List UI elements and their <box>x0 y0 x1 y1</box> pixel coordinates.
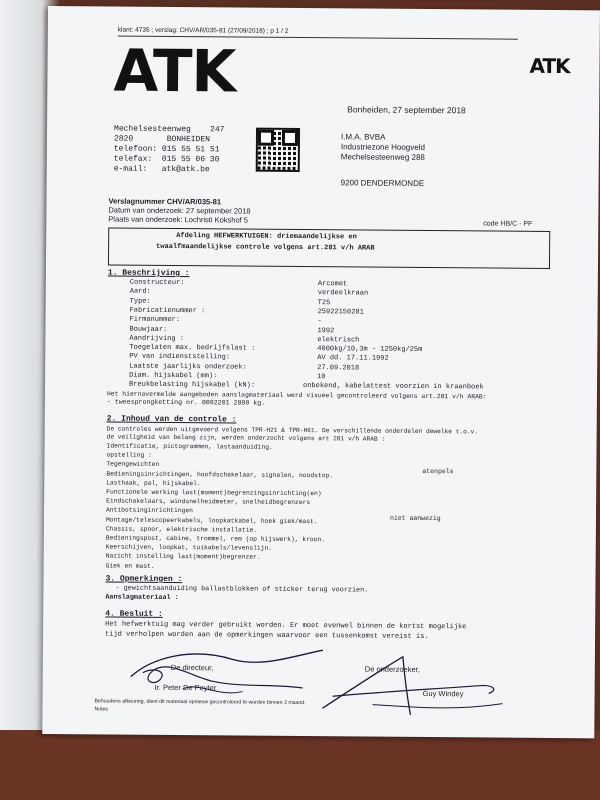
control-item: Nazicht instelling last(moment)begrenzer. <box>105 552 261 562</box>
background-table <box>0 730 600 800</box>
description-label: Aard: <box>129 287 151 297</box>
conclusion-line1: Het hefwerktuig mag verder gebruikt worden. Er moet evenwel binnen de kortst mogelijke <box>105 620 467 632</box>
description-label: Constructeur: <box>129 278 185 288</box>
control-item: Tegengewichten <box>106 460 160 469</box>
control-item: Identificatie, pictogrammen, lastaanduiding. <box>106 442 273 451</box>
director-label: De directeur, <box>170 662 214 673</box>
control-item: Bedieningspost, cabine, trommel, rem (op hijswerk), kroon. <box>105 534 326 544</box>
inspector-name: Guy Windey <box>422 688 464 699</box>
control-item: Antibotsinginrichtingen <box>106 506 193 515</box>
description-note1: Het hiernavermelde aangeboden aanslagmateriaal werd visueel gecontroleerd volgens art.281 v/h ARAB: <box>106 390 487 401</box>
recipient-line1: Industriezone Hoogveld <box>340 142 425 152</box>
description-value: onbekend, kabelattest voorzien in kraanboek <box>302 382 484 392</box>
control-item: Bedieningsinrichtingen, hoofdschakelaar, signalen, noodstop. <box>106 470 334 479</box>
company-email: e-mail: atk@atk.be <box>113 164 210 175</box>
control-item: Montage/telescopeerkabels, loopkatkabel, hoek giek/mast. <box>105 516 318 525</box>
control-item: Functionele werking last(moment)begrenzingsinrichting(en) <box>106 488 322 498</box>
atk-logo-small: ATK <box>529 53 570 79</box>
controls-intro1: De controles werden uitgevoerd volgens TPR-H21 & TPR-H61. De verschillende onderdelen dewelke t.o.v. <box>106 425 479 436</box>
inspector-label: De onderzoeker, <box>364 664 420 674</box>
conclusion-heading: 4. Besluit : <box>105 609 163 619</box>
inspector-signature <box>312 648 513 720</box>
inspection-report-page <box>42 6 600 738</box>
company-phone: telefoon: 015 55 51 51 <box>113 144 220 155</box>
footer-line1: Behoudens afkeuring, dient dit materiaal opnieuw gecontroleerd te worden binnen 3 maand. <box>94 698 306 707</box>
description-value: 25922150281 <box>317 308 364 317</box>
description-note2: - tweesprongketting nr. 0002201 2800 kg. <box>106 398 266 407</box>
description-label: PV van indienststelling: <box>129 353 231 362</box>
recipient-line2: Mechelsesteenweg 288 <box>340 152 425 162</box>
remarks-line1: - gewichtsaanduiding ballastblokken of sticker terug voorzien. <box>115 584 369 595</box>
recipient-line3: 9200 DENDERMONDE <box>340 178 425 188</box>
director-name: Ir. Peter De Peyter <box>154 682 217 693</box>
client-line: klant: 4735 ; verslag: CHV/AR/035-81 (27/09/2018) ; p 1 / 2 <box>117 26 289 35</box>
description-value: 1992 <box>317 326 335 335</box>
description-value: elektrisch <box>317 335 360 345</box>
report-date: Datum van onderzoek: 27 september 2018 <box>108 205 251 216</box>
description-value: verdeelkraan <box>317 289 369 298</box>
description-value: AV dd. 17.11.1992 <box>317 354 389 364</box>
footer-line2: Notes <box>94 706 109 713</box>
report-code: code HB/C - PF <box>483 220 533 228</box>
atk-logo-large: ATK <box>113 36 236 106</box>
remarks-heading: 3. Opmerkingen : <box>105 574 183 585</box>
description-label: Toegelaten max. bedrijfslast : <box>129 343 256 353</box>
value-tegengewichten: atenpels <box>422 467 454 476</box>
department-line1: Afdeling HEFWERKTUIGEN: driemaandelijkse en <box>176 232 357 242</box>
description-value: 27.09.2018 <box>317 363 360 373</box>
description-value: 10 <box>317 373 326 382</box>
control-item: opstelling : <box>106 451 152 460</box>
company-city: 2820 BONHEIDEN <box>113 134 211 145</box>
description-label: Laatste jaarlijks onderzoek: <box>129 362 247 372</box>
controls-heading: 2. Inhoud van de controle : <box>106 414 237 425</box>
recipient-name: I.M.A. BVBA <box>340 132 386 142</box>
conclusion-line2: tijd verholpen worden aan de opmerkingen waarvoor een tussenkomst vereist is. <box>105 630 429 642</box>
description-label: Type: <box>129 297 151 306</box>
department-line2: twaalfmaandelijkse controle volgens art.281 v/h ARAB <box>156 242 375 253</box>
control-item: Chassis, spoor, elektrische installatie. <box>105 525 258 534</box>
place-date: Bonheiden, 27 september 2018 <box>347 104 466 116</box>
description-label: Fabricatienummer : <box>129 306 206 316</box>
director-signature <box>122 637 333 709</box>
qr-code-icon <box>256 128 300 172</box>
company-street: Mechelsesteenweg 247 <box>114 124 225 135</box>
control-item: Lasthaak, pal, hijskabel. <box>106 479 201 488</box>
description-value: T25 <box>317 298 331 307</box>
controls-intro2: de veiligheid van belang zijn, werden onderzocht volgens art 281 v/h ARAB : <box>106 433 386 443</box>
remarks-line2: Aanslagmateriaal : <box>105 593 179 603</box>
description-value: - <box>317 317 322 326</box>
description-label: Diam. hijskabel (mm): <box>129 371 218 381</box>
control-item: Keerschijven, loopkat, tuikabels/levenslijn. <box>105 543 273 552</box>
description-label: Breukbelasting hijskabel (kN): <box>128 380 256 390</box>
description-heading: 1. Beschrijving : <box>107 268 190 279</box>
report-place: Plaats van onderzoek: Lochristi Kokshof 5 <box>108 214 249 225</box>
description-label: Bouwjaar: <box>129 325 168 334</box>
control-item: Eindschakelaars, windsnelheidmeter, snelheidbegrenzers <box>106 497 311 507</box>
company-fax: telefax: 015 55 06 30 <box>113 154 220 165</box>
description-value: Arcomet <box>317 280 348 289</box>
description-value: 4000kg/10,3m - 1250kg/25m <box>317 345 423 355</box>
control-item: Giek en mast. <box>105 562 155 570</box>
report-number: Verslagnummer CHV/AR/035-81 <box>108 196 222 207</box>
description-label: Firmanummer: <box>129 315 180 325</box>
value-antibotsing: niet aanwezig <box>389 514 441 523</box>
description-label: Aandrijving : <box>129 334 185 343</box>
